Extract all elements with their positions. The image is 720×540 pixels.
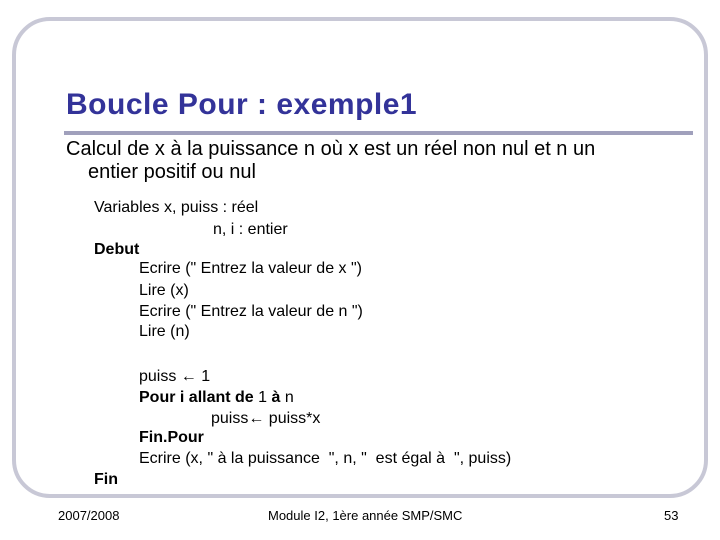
code-finpour: Fin.Pour: [139, 429, 204, 446]
code-fin: Fin: [94, 471, 118, 488]
code-variables-line-2: n, i : entier: [213, 221, 288, 238]
code-debut: Debut: [94, 241, 140, 258]
footer-date: 2007/2008: [58, 508, 120, 523]
loop-from: 1: [253, 389, 272, 406]
code-read-x: Lire (x): [139, 282, 189, 299]
footer-page-number: 53: [664, 508, 679, 523]
code-read-n: Lire (n): [139, 323, 190, 340]
code-assign: puiss ← 1: [139, 368, 211, 385]
intro-line-2: entier positif ou nul: [88, 161, 256, 183]
intro-bullet: [66, 138, 676, 184]
kw-pour: Pour: [139, 389, 176, 406]
kw-allant-de: allant de: [188, 389, 254, 406]
code-variables-line-1: Variables x, puiss : réel: [94, 199, 259, 216]
code-loop-body: puiss← puiss*x: [211, 410, 321, 427]
footer-course: Module I2, 1ère année SMP/SMC: [268, 508, 463, 523]
code-write-x: Ecrire (" Entrez la valeur de x "): [139, 260, 362, 277]
title-divider: [64, 131, 693, 135]
kw-a: à: [271, 389, 281, 406]
loop-variable: i: [175, 389, 189, 406]
intro-line-1: Calcul de x à la puissance n où x est un réel non nul et n un: [66, 138, 596, 160]
slide-title: Boucle Pour : exemple1: [66, 88, 418, 121]
code-write-result: Ecrire (x, " à la puissance ", n, " est égal à ", puiss): [139, 450, 512, 467]
code-pour-line: [139, 389, 294, 407]
loop-to: n: [280, 389, 294, 406]
code-write-n: Ecrire (" Entrez la valeur de n "): [139, 303, 363, 320]
